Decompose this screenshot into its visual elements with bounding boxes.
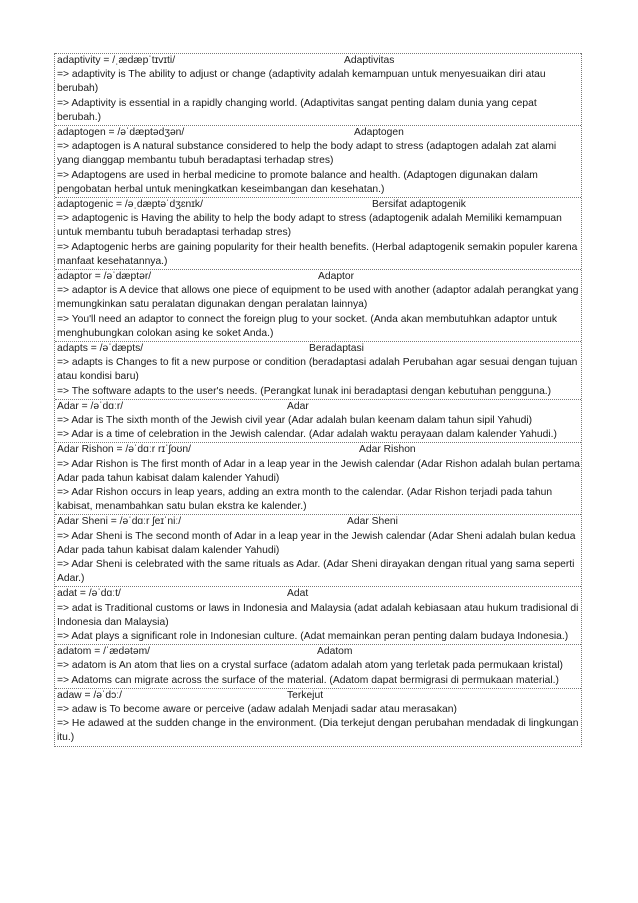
entry-term: adatom = /ˈædətəm/ — [57, 646, 151, 658]
entry-term: adat = /əˈdɑːt/ — [57, 588, 121, 600]
glossary-entry — [55, 399, 581, 443]
entry-header — [57, 645, 580, 659]
entry-translation: Adaptor — [318, 271, 355, 282]
entry-translation: Beradaptasi — [309, 343, 364, 354]
entry-term: adaptivity = /ˌædæpˈtɪvɪti/ — [57, 55, 176, 66]
entry-definition: => adaptor is A device that allows one piece of equipment to be used with another (adaptor adalah perangkat yang memungkinkan satu peralatan digunakan dengan peralatan lainnya) — [57, 285, 579, 311]
entry-term: adaw = /əˈdɔː/ — [57, 689, 122, 701]
entry-translation: Adaptivitas — [344, 55, 395, 66]
entry-example: => The software adapts to the user's needs. (Perangkat lunak ini beradaptasi dengan kebutuhan pengguna.) — [57, 385, 552, 397]
entry-header — [57, 587, 580, 601]
entry-example: => Adar Sheni is celebrated with the same rituals as Adar. (Adar Sheni dirayakan dengan ritual yang sama seperti Adar.) — [57, 558, 575, 585]
entry-term: adaptogen = /əˈdæptədʒən/ — [57, 127, 185, 138]
entry-definition: => Adar is The sixth month of the Jewish civil year (Adar adalah bulan keenam dalam tahun sipil Yahudi) — [57, 414, 533, 426]
entry-header — [57, 342, 580, 356]
glossary-entry — [55, 125, 581, 197]
entry-header — [57, 126, 580, 140]
entry-example: => Adaptivity is essential in a rapidly changing world. (Adaptivitas sangat penting dalam dunia yang cepat berubah.) — [57, 97, 537, 123]
entry-header — [57, 689, 580, 703]
entry-header — [57, 443, 580, 457]
entry-translation: Bersifat adaptogenik — [372, 199, 466, 210]
glossary-entry — [55, 197, 581, 269]
entry-example: => Adaptogens are used in herbal medicine to promote balance and health. (Adaptogen digunakan dalam pengobatan herbal untuk meningkatkan keseimbangan dan kesehatan.) — [57, 169, 538, 195]
entry-header — [57, 198, 580, 212]
entry-definition: => Adar Sheni is The second month of Adar in a leap year in the Jewish calendar (Adar Sheni adalah bulan kedua Adar pada tahun kabisat dalam kalender Yahudi) — [57, 530, 576, 556]
glossary-entry — [55, 442, 581, 514]
entry-term: Adar Rishon = /əˈdɑːr rɪˈʃoʊn/ — [57, 444, 191, 456]
entry-example: => Adaptogenic herbs are gaining popularity for their health benefits. (Herbal adaptogenik semakin populer karena manfaat kesehatannya.) — [57, 241, 578, 267]
entry-definition: => adatom is An atom that lies on a crystal surface (adatom adalah atom yang terletak pada permukaan kristal) — [57, 660, 563, 672]
entry-header — [57, 270, 580, 284]
glossary-entry — [55, 514, 581, 586]
entry-translation: Terkejut — [287, 689, 324, 701]
glossary-entry — [55, 586, 581, 644]
entry-header — [57, 400, 580, 414]
entry-example: => Adar is a time of celebration in the Jewish calendar. (Adar adalah waktu perayaan dalam kalender Yahudi.) — [57, 429, 557, 441]
entry-example: => Adat plays a significant role in Indonesian culture. (Adat memainkan peran penting dalam budaya Indonesia.) — [57, 630, 569, 642]
entry-definition: => adaptogenic is Having the ability to help the body adapt to stress (adaptogenik adalah Memiliki kemampuan untuk membantu tubuh beradaptasi terhadap stres) — [57, 213, 562, 239]
glossary-entry — [55, 341, 581, 399]
entry-definition: => adapts is Changes to fit a new purpose or condition (beradaptasi adalah Perubahan agar sesuai dengan tujuan atau kondisi baru) — [57, 357, 578, 383]
entry-translation: Adatom — [317, 646, 353, 658]
entry-term: adapts = /əˈdæpts/ — [57, 343, 144, 354]
entry-translation: Adaptogen — [354, 127, 404, 138]
entry-term: Adar Sheni = /əˈdɑːr ʃeɪˈniː/ — [57, 516, 182, 528]
glossary-entry — [55, 644, 581, 688]
entry-definition: => Adar Rishon is The first month of Adar in a leap year in the Jewish calendar (Adar Rishon adalah bulan pertama Adar pada tahun kabisat dalam kalender Yahudi) — [57, 458, 580, 484]
entry-definition: => adaw is To become aware or perceive (adaw adalah Menjadi sadar atau merasakan) — [57, 703, 457, 715]
entry-example: => Adar Rishon occurs in leap years, adding an extra month to the calendar. (Adar Rishon terjadi pada tahun kabisat, menambahkan satu bulan ekstra ke kalender.) — [57, 486, 553, 513]
entry-header — [57, 515, 580, 529]
glossary-entry — [55, 53, 581, 125]
entry-example: => You'll need an adaptor to connect the foreign plug to your socket. (Anda akan membutuhkan adaptor untuk menghubungkan colokan asing ke soket Anda.) — [57, 313, 557, 339]
entry-term: adaptogenic = /əˌdæptəˈdʒɛnɪk/ — [57, 199, 203, 210]
entry-definition: => adat is Traditional customs or laws in Indonesia and Malaysia (adat adalah kebiasaan atau hukum tradisional di Indonesia dan Malaysia) — [57, 602, 579, 628]
entry-translation: Adar — [287, 400, 309, 412]
entry-example: => Adatoms can migrate across the surface of the material. (Adatom dapat bermigrasi di permukaan material.) — [57, 674, 559, 686]
glossary-entry — [55, 269, 581, 341]
entry-header — [57, 54, 580, 68]
entry-example: => He adawed at the sudden change in the environment. (Dia terkejut dengan perubahan mendadak di lingkungan itu.) — [57, 718, 579, 744]
entry-translation: Adar Sheni — [347, 516, 398, 528]
entry-definition: => adaptogen is A natural substance considered to help the body adapt to stress (adaptogen adalah zat alami yang dianggap membantu tubuh beradaptasi terhadap stres) — [57, 141, 557, 167]
glossary-table — [54, 53, 582, 747]
entry-translation: Adar Rishon — [359, 444, 416, 456]
entry-term: adaptor = /əˈdæptər/ — [57, 271, 152, 282]
entry-term: Adar = /əˈdɑːr/ — [57, 400, 124, 412]
entry-translation: Adat — [287, 588, 309, 600]
glossary-entry — [55, 688, 581, 746]
entry-definition: => adaptivity is The ability to adjust or change (adaptivity adalah kemampuan untuk menyesuaikan diri atau berubah) — [57, 69, 546, 95]
